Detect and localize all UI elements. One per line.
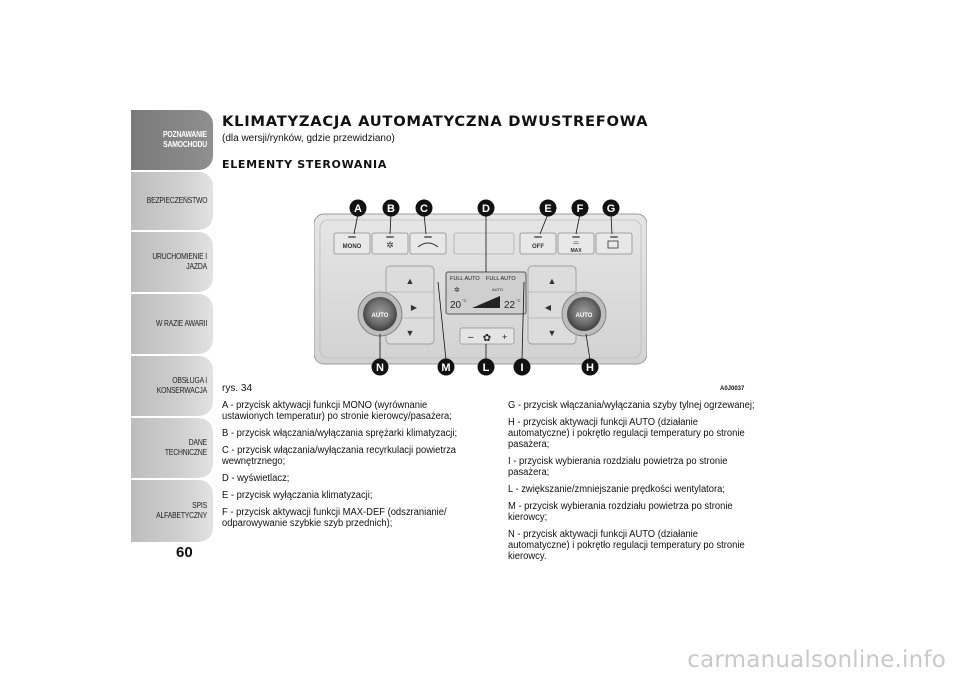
tab-label: POZNAWANIE SAMOCHODU (162, 130, 207, 149)
page-subtitle: (dla wersji/rynków, gdzie przewidziano) (222, 133, 395, 144)
legend-item: F - przycisk aktywacji funkcji MAX-DEF (odszranianie/ odparowywanie szybkie szyb przednich); (222, 507, 447, 529)
auto-left-label: AUTO (371, 313, 389, 319)
off-label: OFF (532, 244, 544, 250)
svg-text:H: H (586, 362, 594, 374)
svg-text:▶: ▶ (410, 303, 418, 312)
svg-text:✲: ✲ (454, 287, 460, 294)
svg-text:AUTO: AUTO (492, 287, 504, 292)
svg-text:E: E (544, 203, 552, 215)
tab-uruchomienie-i-jazda[interactable] (131, 232, 213, 292)
svg-text:L: L (482, 362, 490, 374)
tab-spis-alfabetyczny[interactable] (131, 480, 213, 542)
svg-text:F: F (576, 203, 584, 215)
figure-code: A0J0037 (720, 386, 745, 392)
fan-icon: ✿ (482, 333, 492, 344)
svg-text:◀: ◀ (544, 303, 552, 312)
svg-text:▲: ▲ (405, 276, 415, 286)
svg-text:FULL AUTO: FULL AUTO (486, 276, 516, 282)
svg-text:▼: ▼ (547, 328, 557, 338)
tab-dane-techniczne[interactable] (131, 418, 213, 478)
legend-item: N - przycisk aktywacji funkcji AUTO (działanie automatyczne) i pokrętło regulacji temperatury po stronie kierowcy. (508, 529, 745, 562)
legend-item: M - przycisk wybierania rozdziału powietrza po stronie kierowcy; (508, 501, 733, 523)
climate-panel-figure (314, 196, 647, 378)
tab-poznawanie-samochodu[interactable] (131, 110, 213, 170)
defrost-icon: ⌓ (573, 239, 579, 246)
callouts-top (350, 200, 620, 217)
fan-control (460, 328, 514, 344)
svg-text:+: + (502, 332, 508, 342)
svg-text:20: 20 (450, 300, 462, 311)
tab-label: DANE TECHNICZNE (164, 438, 207, 457)
legend-left-column (222, 400, 492, 535)
max-label: MAX (570, 248, 582, 254)
svg-text:M: M (441, 362, 451, 374)
display (446, 272, 526, 314)
figure-caption: rys. 34 (222, 383, 253, 394)
legend-item: D - wyświetlacz; (222, 473, 290, 484)
legend-item: C - przycisk włączania/wyłączania recyrkulacji powietrza wewnętrznego; (222, 445, 457, 467)
tab-obsluga-i-konserwacja[interactable] (131, 356, 213, 416)
auto-right-label: AUTO (575, 313, 593, 319)
tab-label: URUCHOMIENIE I JAZDA (152, 252, 207, 271)
svg-text:22: 22 (504, 300, 516, 311)
svg-text:–: – (468, 332, 474, 343)
svg-text:▲: ▲ (547, 276, 557, 286)
svg-text:N: N (376, 362, 384, 374)
tab-label: W RAZIE AWARII (155, 319, 207, 328)
page-number: 60 (176, 544, 193, 561)
svg-text:I: I (520, 362, 524, 374)
mono-label: MONO (342, 244, 362, 250)
tab-label: OBSŁUGA I KONSERWACJA (156, 376, 207, 395)
svg-text:▼: ▼ (405, 328, 415, 338)
watermark: carmanualsonline.info (687, 647, 946, 673)
legend-item: L - zwiększanie/zmniejszanie prędkości wentylatora; (508, 484, 725, 495)
snowflake-icon: ✲ (386, 240, 394, 250)
svg-text:FULL AUTO: FULL AUTO (450, 276, 480, 282)
legend-item: H - przycisk aktywacji funkcji AUTO (działanie automatyczne) i pokrętło regulacji temperatury po stronie pasażera; (508, 417, 745, 450)
svg-text:C: C (420, 203, 428, 215)
svg-text:B: B (387, 203, 395, 215)
section-heading: ELEMENTY STEROWANIA (222, 158, 388, 171)
svg-text:°C: °C (462, 298, 467, 303)
tab-label: SPIS ALFABETYCZNY (156, 501, 207, 520)
svg-text:G: G (606, 203, 616, 215)
chapter-sidebar (131, 110, 213, 544)
tab-label: BEZPIECZEŃSTWO (146, 196, 207, 205)
legend-item: G - przycisk włączania/wyłączania szyby tylnej ogrzewanej; (508, 400, 755, 411)
page-title: KLIMATYZACJA AUTOMATYCZNA DWUSTREFOWA (222, 114, 649, 130)
legend-item: B - przycisk włączania/wyłączania sprężarki klimatyzacji; (222, 428, 458, 439)
legend-right-column (508, 400, 778, 568)
tab-w-razie-awarii[interactable] (131, 294, 213, 354)
legend-item: E - przycisk wyłączania klimatyzacji; (222, 490, 373, 501)
svg-text:D: D (482, 203, 490, 215)
legend-item: I - przycisk wybierania rozdziału powietrza po stronie pasażera; (508, 456, 728, 478)
legend-item: A - przycisk aktywacji funkcji MONO (wyrównanie ustawionych temperatur) po stronie kierowcy/pasażera; (222, 400, 452, 422)
svg-text:A: A (354, 203, 362, 215)
svg-text:°C: °C (516, 298, 521, 303)
tab-bezpieczenstwo[interactable] (131, 172, 213, 230)
top-buttons-row (334, 233, 632, 254)
